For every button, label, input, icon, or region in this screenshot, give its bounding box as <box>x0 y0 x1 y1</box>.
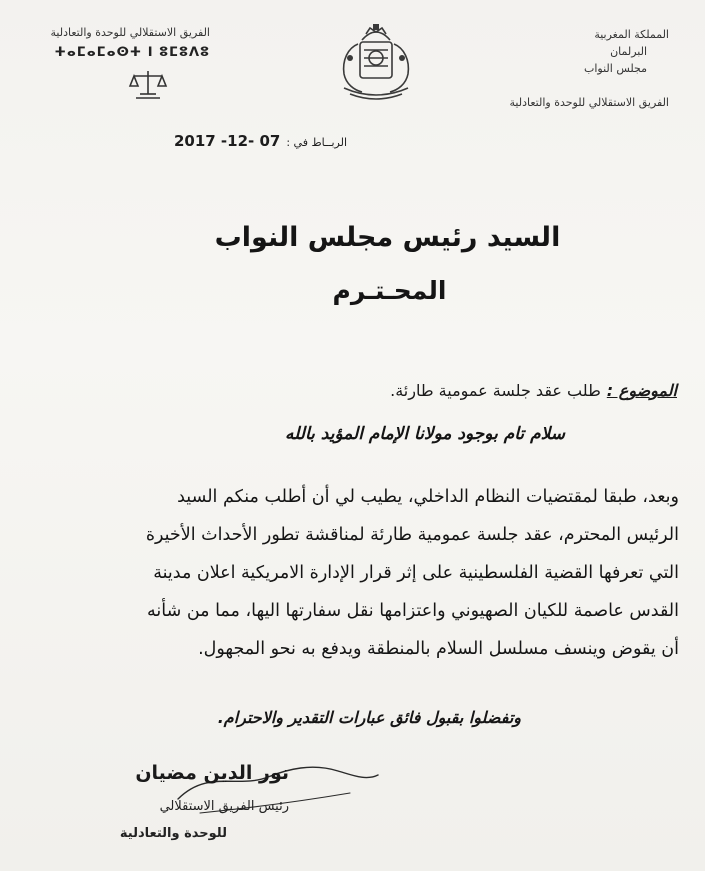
date-label: الربــاط في : <box>286 136 347 149</box>
header-right <box>489 26 669 111</box>
royal-coat-of-arms-icon <box>330 18 422 108</box>
signatory-name: نور الدين مضيان <box>135 762 289 784</box>
body-line-1: وبعد، طبقا لمقتضيات النظام الداخلي، يطيب لي أن أطلب منكم السيد <box>177 487 679 507</box>
header-left-arabic: الفريق الاستقلالي للوحدة والتعادلية <box>50 26 210 39</box>
letter-date <box>174 132 347 150</box>
addressee-honorific: المحـتـرم <box>332 276 447 305</box>
signatory-organization: للوحدة والتعادلية <box>119 826 227 841</box>
header-right-line-2: البرلمان <box>610 45 647 58</box>
body-line-2: الرئيس المحترم، عقد جلسة عمومية طارئة لمناقشة تطور الأحداث الأخيرة <box>145 525 679 545</box>
header-left-tifinagh: ⵜⴰⵎⴰⵎⴰⵙⵜ ⵏ ⵓⵎⵓⴷⵓ <box>54 45 210 60</box>
signatory-role: رئيس الفريق الاستقلالي <box>159 799 289 814</box>
subject-label: الموضوع : <box>606 381 677 400</box>
body-line-3: التي تعرفها القضية الفلسطينية على إثر قرار الإدارة الامريكية اعلان مدينة <box>153 563 679 583</box>
addressee-title: السيد رئيس مجلس النواب <box>214 222 561 253</box>
header-left <box>40 26 240 60</box>
body-line-4: القدس عاصمة للكيان الصهيوني واعتزامها نقل سفارتها اليها، مما من شأنه <box>147 601 679 621</box>
header-right-line-3: مجلس النواب <box>584 62 647 75</box>
subject-text: طلب عقد جلسة عمومية طارئة. <box>390 381 601 400</box>
body-line-5: أن يقوض وينسف مسلسل السلام بالمنطقة ويدفع به نحو المجهول. <box>198 639 679 659</box>
closing-line: وتفضلوا بقبول فائق عبارات التقدير والاحترام. <box>217 708 521 727</box>
greeting-line: سلام تام بوجود مولانا الإمام المؤيد بالله <box>285 424 565 444</box>
header-right-line-1: المملكة المغربية <box>594 28 669 41</box>
header-right-line-4: الفريق الاستقلالي للوحدة والتعادلية <box>509 96 669 109</box>
scales-icon <box>128 68 168 102</box>
letter-body <box>39 478 679 668</box>
date-value: 2017 -12- 07 <box>173 132 281 150</box>
subject-line <box>390 381 677 400</box>
